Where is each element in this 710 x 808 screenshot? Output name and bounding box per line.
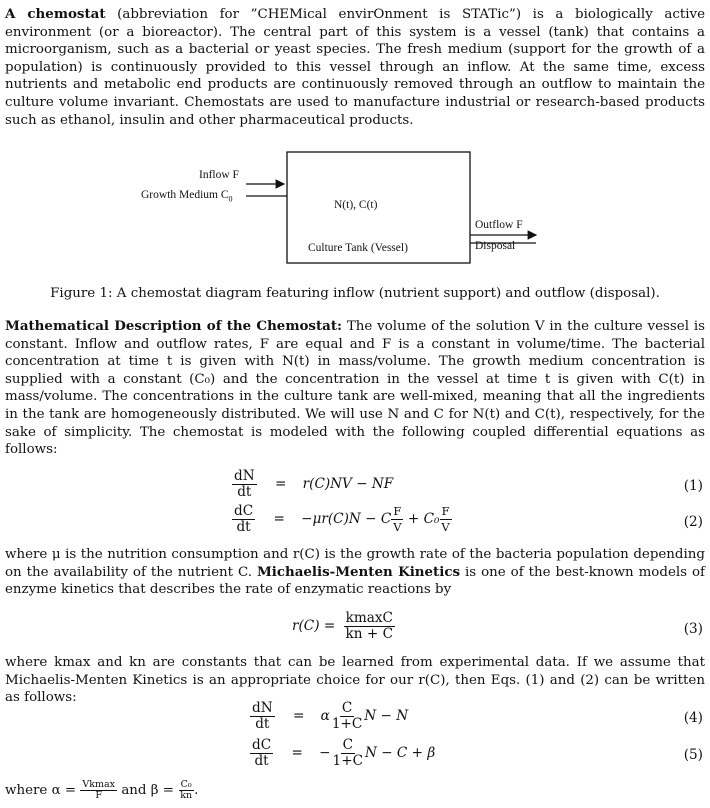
- eq2-fnum-2: F: [441, 504, 450, 518]
- eq2-tag: (2): [683, 514, 703, 530]
- footer-period: .: [194, 783, 199, 798]
- disposal-label: Disposal: [475, 240, 516, 252]
- intro-text: (abbreviation for ”CHEMical envirOnment is STATic”) is a biologically active environment (or a bioreactor). The central part of this system is a vessel (tank) that contains a microorganism, such as a bacterial or yeast species. The fresh medium (support for the growth of a population) is continuously provided to this vessel through an inflow. At the same time, excess nutrients and metabolic end products are continuously removed through an outflow to maintain the culture volume invariant. Chemostats are used to manufacture industrial or research-based products such as ethanol, insulin and other pharmaceutical products.: [5, 7, 706, 128]
- equation-5: [250, 738, 435, 769]
- alpha-den: F: [95, 790, 103, 801]
- mm-text-b: is one of the best-known models of enzyme kinetics that describes the rate of enzymatic reactions by: [5, 564, 705, 598]
- eq4-coef: α: [320, 708, 330, 724]
- intro-term: A chemostat: [5, 6, 106, 22]
- math-heading: Mathematical Description of the Chemostat:: [5, 318, 342, 334]
- eq3-lhs: r(C) =: [292, 618, 336, 634]
- eq2-fraction-1: [391, 504, 403, 535]
- michaelis-paragraph: [5, 546, 705, 599]
- eq2-den: dt: [236, 519, 251, 535]
- beta-lhs: and β =: [121, 783, 174, 798]
- eq5-den: dt: [254, 753, 269, 769]
- eq1-den: dt: [237, 484, 252, 500]
- eq4-rest: N − N: [364, 708, 409, 724]
- growth-medium-subscript: 0: [228, 194, 233, 204]
- eq3-fraction: [344, 611, 395, 642]
- eq5-fraction: [331, 738, 365, 769]
- mm-text-a: where μ is the nutrition consumption and r(C) is the growth rate of the bacteria population depending on the availability of the nutrient C.: [5, 547, 705, 580]
- beta-fraction: [178, 780, 194, 801]
- eq2-fden-2: V: [441, 520, 450, 534]
- tank-label: Culture Tank (Vessel): [308, 242, 408, 254]
- equation-2: [232, 504, 452, 535]
- growth-medium-text: Growth Medium C: [141, 189, 229, 201]
- eq5-equals: =: [291, 745, 303, 761]
- growth-medium-label: [141, 189, 233, 203]
- eq1-rhs: r(C)NV − NF: [302, 476, 394, 492]
- equation-4: [250, 701, 408, 732]
- eq5-coef: −: [319, 745, 331, 761]
- eq2-rhs-a: −μr(C)N − C: [301, 511, 392, 527]
- eq2-fden-1: V: [393, 520, 402, 534]
- eq3-tag: (3): [683, 621, 703, 637]
- eq5-tag: (5): [683, 747, 703, 763]
- eq1-num: dN: [234, 468, 255, 484]
- alpha-beta-definitions: [5, 780, 198, 801]
- eq4-equals: =: [292, 708, 305, 724]
- beta-den: kn: [180, 790, 193, 801]
- eq4-fden: 1+C: [331, 716, 363, 732]
- eq4-num: dN: [252, 700, 273, 716]
- eq3-den: kn + C: [345, 626, 393, 642]
- alpha-lhs: where α =: [5, 783, 77, 798]
- outflow-label: Outflow F: [475, 219, 523, 231]
- eq1-tag: (1): [683, 478, 703, 494]
- eq5-fden: 1+C: [332, 753, 363, 769]
- eq2-equals: =: [273, 511, 285, 527]
- equation-1: [232, 469, 393, 500]
- beta-num: C₀: [180, 779, 192, 790]
- eq2-fnum-1: F: [393, 504, 402, 518]
- math-paragraph: [5, 318, 705, 459]
- eq5-derivative: [250, 738, 273, 769]
- eq1-derivative: [232, 469, 257, 500]
- eq2-derivative: [232, 504, 255, 535]
- eq5-rest: N − C + β: [365, 745, 436, 761]
- math-text: The volume of the solution V in the culture vessel is constant. Inflow and outflow rates, F are equal and F is a constant in volume/time. The bacterial concentration at time t is given with N(t) in mass/volume. The growth medium concentration is supplied with a constant (C₀) and the concentration in the vessel at time t is given with C(t) in mass/volume. The concentrations in the culture tank are well-mixed, meaning that all the ingredients in the tank are homogeneously distributed. We will use N and C for N(t) and C(t), respectively, for the sake of simplicity. The chemostat is modeled with the following coupled differential equations as follows:: [5, 319, 705, 458]
- eq4-tag: (4): [683, 710, 703, 726]
- eq4-fraction: [330, 701, 364, 732]
- mm-bold: Michaelis-Menten Kinetics: [256, 563, 461, 580]
- eq4-den: dt: [255, 716, 270, 732]
- eq2-rhs-b: + C₀: [403, 511, 440, 527]
- inflow-label: Inflow F: [199, 169, 239, 181]
- eq4-derivative: [250, 701, 275, 732]
- figure-caption: Figure 1: A chemostat diagram featuring inflow (nutrient support) and outflow (disposal).: [50, 286, 660, 301]
- eq3-num: kmaxC: [345, 610, 393, 626]
- after-eq3-paragraph: where kmax and kn are constants that can be learned from experimental data. If we assume that Michaelis-Menten Kinetics is an appropriate choice for our r(C), then Eqs. (1) and (2) can be written as follows:: [5, 655, 705, 706]
- equation-3: [292, 611, 395, 642]
- state-label: N(t), C(t): [334, 199, 378, 211]
- alpha-num: Vkmax: [82, 779, 116, 790]
- eq2-num: dC: [234, 503, 254, 519]
- eq2-fraction-2: [439, 504, 451, 535]
- eq1-equals: =: [274, 476, 287, 492]
- eq4-fnum: C: [341, 700, 353, 716]
- eq5-fnum: C: [342, 737, 353, 753]
- alpha-fraction: [80, 780, 117, 801]
- eq5-num: dC: [252, 737, 272, 753]
